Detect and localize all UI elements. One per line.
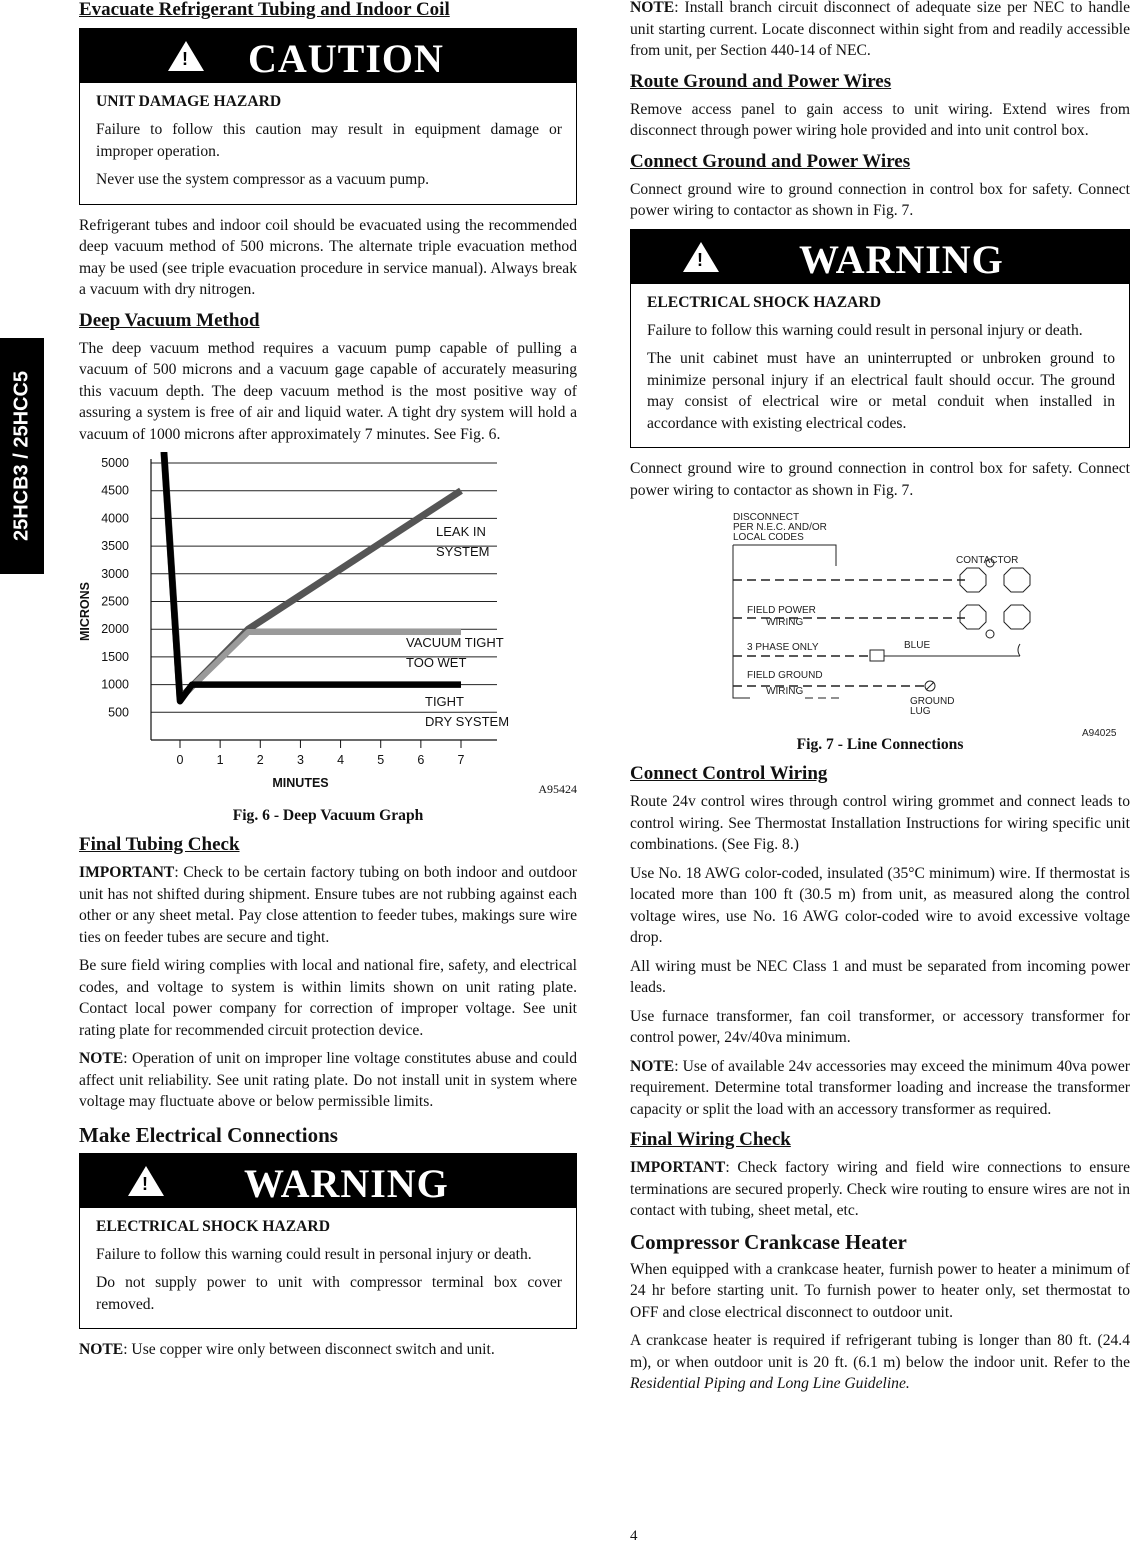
caution-box: [79, 28, 577, 205]
fig7-label-field-power: FIELD POWER: [747, 605, 816, 616]
line-connections-diagram: [630, 508, 1130, 736]
caution-text-2: Never use the system compressor as a vacuum pump.: [96, 171, 430, 188]
heading-make-electrical: Make Electrical Connections: [79, 1122, 338, 1147]
disconnect-box-top: [733, 545, 836, 566]
x-axis-label: MINUTES: [272, 776, 329, 790]
contactor-terminal-t1: [960, 605, 986, 629]
heading-evacuate: Evacuate Refrigerant Tubing and Indoor Coil: [79, 0, 450, 20]
fig7-label-ground-lug-1: GROUND: [910, 696, 955, 707]
contactor-screw-bottom: [986, 630, 994, 638]
x-tick-label-2: 2: [256, 753, 264, 767]
series-label-0-0: LEAK IN: [436, 524, 486, 539]
y-tick-label-3000: 3000: [101, 566, 129, 581]
y-tick-label-1500: 1500: [101, 649, 129, 664]
x-tick-label-7: 7: [457, 753, 465, 767]
paragraph-note-copper: NOTE: Use copper wire only between disconnect switch and unit.: [79, 1341, 495, 1358]
paragraph-crankcase-2: A crankcase heater is required if refrigerant tubing is longer than 80 ft. (24.4 m), or when outdoor unit is 20 ft. (6.1 m) below the indoor unit. Refer to the Residential Piping and Long Line Guideline.: [630, 1332, 1130, 1392]
paragraph-control-4: Use furnace transformer, fan coil transformer, or accessory transformer for control power, 24v/40va minimum.: [630, 1007, 1130, 1046]
y-tick-label-1000: 1000: [101, 677, 129, 692]
fig7-label-wiring-2: WIRING: [766, 686, 804, 697]
fig7-label-contactor: CONTACTOR: [956, 555, 1019, 566]
deep-vacuum-chart: [79, 452, 577, 797]
caution-bar: [80, 29, 576, 83]
sidebar-label: 25HCB3 / 25HCC5: [10, 370, 33, 542]
paragraph-evac: Refrigerant tubes and indoor coil should be evacuated using the recommended deep vacuum method of 500 microns. The alternate triple evacuation method may be used (see triple evacuation procedure in service manual). Always break a vacuum with dry nitrogen.: [79, 216, 577, 298]
contactor-terminal-t2: [1004, 605, 1030, 629]
paragraph-final-tubing-1: IMPORTANT: Check to be certain factory tubing on both indoor and outdoor unit has not shifted during shipment. Ensure tubes are not rubbing against each other or any sheet metal. Pay close attention to feeder tubes, makings sure wire ties on feeder tubes are secure and tight.: [79, 864, 577, 946]
heading-final-wiring: Final Wiring Check: [630, 1129, 791, 1150]
fig7-label-3-phase: 3 PHASE ONLY: [747, 642, 819, 653]
x-tick-label-3: 3: [296, 753, 304, 767]
paragraph-control-3: All wiring must be NEC Class 1 and must be separated from incoming power leads.: [630, 957, 1130, 996]
heading-crankcase: Compressor Crankcase Heater: [630, 1229, 907, 1254]
fig7-diagram: [630, 508, 1130, 736]
caution-word: CAUTION: [248, 36, 444, 81]
paragraph-route: Remove access panel to gain access to unit wiring. Extend wires from disconnect through power wiring hole provided and into unit control box.: [630, 100, 1130, 139]
paragraph-control-5: NOTE: Use of available 24v accessories may exceed the minimum 40va power requirement. Determine total transformer loading and increase the transformer capacity or split the load with an accessory transformer as required.: [630, 1057, 1130, 1118]
series-label-1-1: TOO WET: [406, 655, 467, 670]
y-tick-label-4000: 4000: [101, 511, 129, 526]
x-tick-label-0: 0: [176, 753, 184, 767]
heading-deep-vacuum: Deep Vacuum Method: [79, 309, 260, 331]
warning-box-left: [79, 1153, 577, 1330]
y-tick-label-500: 500: [108, 705, 129, 720]
y-tick-label-2500: 2500: [101, 594, 129, 609]
fig7-label-field-ground: FIELD GROUND: [747, 670, 823, 681]
warning-bar-left: [80, 1154, 576, 1208]
warning-hazard-right: ELECTRICAL SHOCK HAZARD: [647, 293, 881, 311]
fig7-label-blue: BLUE: [904, 640, 931, 651]
fig7-label-wiring-1: WIRING: [766, 617, 804, 628]
heading-route: Route Ground and Power Wires: [630, 70, 892, 92]
warning-word-left: WARNING: [244, 1160, 449, 1206]
caution-hazard: UNIT DAMAGE HAZARD: [96, 93, 282, 110]
fig7-label-ground-lug-2: LUG: [910, 706, 931, 717]
right-column: [630, 0, 1130, 1402]
series-label-1-0: VACUUM TIGHT: [406, 635, 504, 650]
series-label-2-0: TIGHT: [425, 694, 464, 709]
warning-right-text-1: Failure to follow this warning could result in personal injury or death.: [647, 321, 1083, 339]
paragraph-control-2: Use No. 18 AWG color-coded, insulated (35°C minimum) wire. If thermostat is located more than 100 ft (30.5 m) from unit, as measured along the control voltage wires, use No. 16 AWG color-coded wire to avoid excessive voltage drop.: [630, 864, 1130, 946]
series-label-0-1: SYSTEM: [436, 544, 490, 559]
y-tick-label-5000: 5000: [101, 456, 129, 470]
fig7-label-disconnect-3: LOCAL CODES: [733, 532, 804, 543]
y-tick-label-2000: 2000: [101, 622, 129, 637]
fig7-code: A94025: [1082, 728, 1117, 736]
blue-wire-terminal: [870, 650, 884, 661]
heading-connect: Connect Ground and Power Wires: [630, 150, 911, 172]
x-tick-label-1: 1: [216, 753, 224, 767]
fig7-caption: Fig. 7 - Line Connections: [796, 736, 964, 753]
warning-triangle-icon: !: [168, 41, 204, 71]
caution-text-1: Failure to follow this caution may result in equipment damage or improper operation.: [96, 121, 562, 160]
warning-hazard-left: ELECTRICAL SHOCK HAZARD: [96, 1217, 330, 1235]
y-axis-label: MICRONS: [79, 581, 92, 642]
warning-box-right: [630, 229, 1130, 449]
warning-bar-right: [631, 230, 1129, 284]
x-tick-label-4: 4: [337, 753, 345, 767]
series-label-2-1: DRY SYSTEM: [425, 714, 510, 729]
warning-triangle-icon: !: [683, 242, 719, 272]
x-tick-label-5: 5: [377, 753, 385, 767]
warning-right-text-2: The unit cabinet must have an uninterrupted or unbroken ground to minimize personal injury if an electrical fault should occur. The ground may consist of electrical wire or metal conduit when installed in accordance with existing electrical codes.: [647, 350, 1115, 432]
fig7-label-disconnect-1: DISCONNECT: [733, 512, 800, 523]
blue-wire-end: [1018, 644, 1020, 656]
paragraph-control-1: Route 24v control wires through control wiring grommet and connect leads to control wiring. See Thermostat Installation Instructions for wiring specific unit combinations. (See Fig. 8.): [630, 793, 1130, 853]
y-tick-label-3500: 3500: [101, 539, 129, 554]
paragraph-connect-2: Connect ground wire to ground connection in control box for safety. Connect power wiring to contactor as shown in Fig. 7.: [630, 460, 1130, 499]
paragraph-note-top: NOTE: Install branch circuit disconnect of adequate size per NEC to handle unit starting current. Locate disconnect within sight from and readily accessible from unit, per Section 440-14 of NEC.: [630, 0, 1130, 59]
paragraph-crankcase-1: When equipped with a crankcase heater, furnish power to heater a minimum of 24 hr before starting unit. To furnish power to heater only, set thermostat to OFF and close electrical disconnect to outdoor unit.: [630, 1260, 1130, 1321]
warning-word-right: WARNING: [799, 236, 1004, 282]
y-tick-label-4500: 4500: [101, 483, 129, 498]
paragraph-deep-vacuum: The deep vacuum method requires a vacuum pump capable of pulling a vacuum of 500 microns and a vacuum gage capable of accurately measuring this vacuum depth. The deep vacuum method is the most positive way of assuring a system is free of air and liquid water. A tight dry system will hold a vacuum of 1000 microns after approximately 7 minutes. See Fig. 6.: [79, 339, 577, 443]
paragraph-final-tubing-3: NOTE: Operation of unit on improper line voltage constitutes abuse and could affect unit reliability. See unit rating plate. Do not install unit in system where voltage may fluctuate above or below permissible limits.: [79, 1050, 577, 1110]
x-tick-label-6: 6: [417, 753, 425, 767]
fig6-chart: [79, 452, 577, 797]
warning-left-text-1: Failure to follow this warning could result in personal injury or death.: [96, 1245, 532, 1263]
warning-left-text-2: Do not supply power to unit with compressor terminal box cover removed.: [96, 1274, 562, 1313]
heading-final-tubing: Final Tubing Check: [79, 834, 240, 855]
left-column: [79, 0, 577, 1368]
fig6-code: A95424: [538, 782, 577, 796]
paragraph-final-wiring: IMPORTANT: Check factory wiring and field wire connections to ensure terminations are secured properly. Check wire routing to ensure wires are not in contact with tubing, sheet metal, etc.: [630, 1159, 1130, 1219]
paragraph-connect: Connect ground wire to ground connection in control box for safety. Connect power wiring to contactor as shown in Fig. 7.: [630, 180, 1130, 219]
contactor-terminal-l2: [1004, 568, 1030, 592]
fig7-label-disconnect-2: PER N.E.C. AND/OR: [733, 522, 827, 533]
heading-control-wiring: Connect Control Wiring: [630, 763, 828, 784]
paragraph-final-tubing-2: Be sure field wiring complies with local and national fire, safety, and electrical codes, and voltage to system is within limits shown on unit rating plate. Contact local power company for correction of improper voltage. See unit rating plate for recommended circuit protection device.: [79, 957, 577, 1039]
page-number: 4: [630, 1528, 638, 1544]
fig6-caption: Fig. 6 - Deep Vacuum Graph: [232, 807, 424, 824]
sidebar-tab: [0, 338, 44, 574]
ground-lug-slash: [926, 682, 934, 690]
warning-triangle-icon: !: [128, 1166, 164, 1196]
